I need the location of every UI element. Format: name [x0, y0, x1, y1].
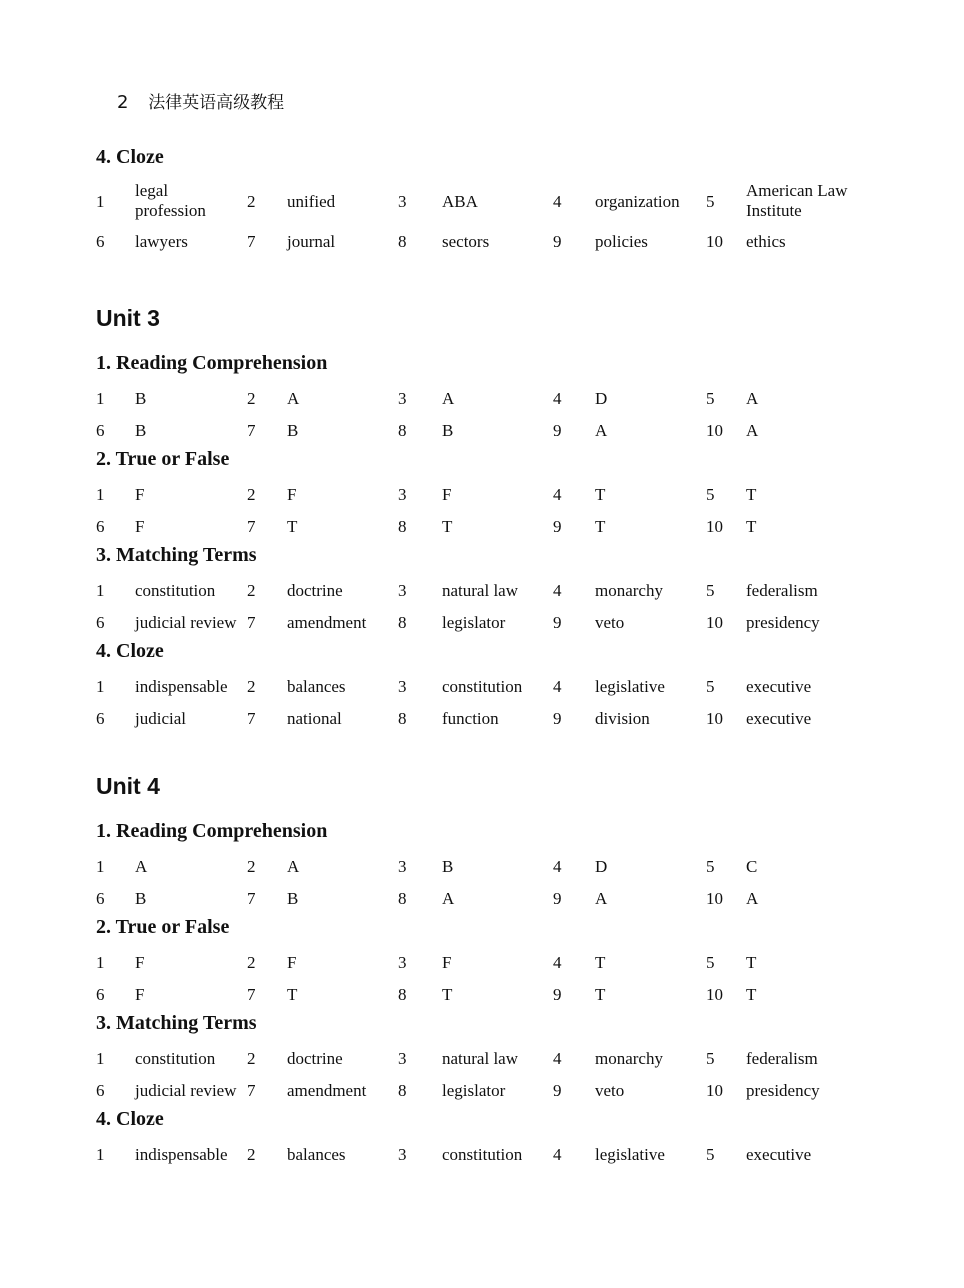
item-answer: ethics — [746, 232, 786, 251]
item-number: 1 — [96, 857, 105, 876]
item-number: 2 — [247, 389, 256, 408]
item-number: 6 — [96, 420, 105, 440]
item-answer: executive — [746, 1145, 812, 1164]
item-answer: F — [135, 953, 145, 972]
item-number: 2 — [247, 953, 256, 972]
item-number: 6 — [96, 232, 105, 251]
item-answer: balances — [287, 677, 346, 696]
item-answer: ABA — [442, 192, 478, 211]
item-answer: federalism — [746, 581, 818, 600]
item-answer: A — [595, 888, 608, 908]
item-number: 6 — [96, 612, 105, 632]
item-number: 7 — [247, 984, 256, 1004]
item-answer: policies — [595, 232, 648, 251]
item-number: 5 — [706, 953, 715, 972]
item-number: 8 — [398, 888, 407, 908]
item-answer: constitution — [135, 1049, 216, 1068]
item-answer: monarchy — [595, 1049, 663, 1068]
item-number: 1 — [96, 192, 105, 211]
item-number: 4 — [553, 1145, 562, 1164]
item-number: 2 — [247, 1049, 256, 1068]
item-number: 9 — [553, 888, 562, 908]
item-number: 10 — [706, 984, 723, 1004]
unit-title: Unit 3 — [96, 305, 160, 331]
item-number: 10 — [706, 232, 723, 251]
item-number: 5 — [706, 192, 715, 211]
item-answer: monarchy — [595, 581, 663, 600]
item-number: 7 — [247, 516, 256, 536]
item-number: 1 — [96, 1145, 105, 1164]
item-answer: doctrine — [287, 581, 343, 600]
item-number: 6 — [96, 1080, 105, 1100]
item-answer: B — [287, 420, 299, 440]
item-answer: T — [595, 485, 606, 504]
item-number: 4 — [553, 677, 562, 696]
item-number: 2 — [247, 857, 256, 876]
item-number: 9 — [553, 612, 562, 632]
item-answer: T — [287, 984, 298, 1004]
item-number: 6 — [96, 888, 105, 908]
item-answer: executive — [746, 677, 812, 696]
item-number: 10 — [706, 612, 723, 632]
item-number: 4 — [553, 192, 562, 211]
section-title: 1. Reading Comprehension — [96, 352, 328, 374]
item-answer: A — [746, 420, 759, 440]
answer-row — [0, 671, 964, 701]
section-title: 1. Reading Comprehension — [96, 820, 328, 842]
answer-row — [0, 851, 964, 881]
item-answer: division — [595, 708, 650, 728]
item-answer: judicial review — [135, 612, 237, 632]
item-number: 5 — [706, 1049, 715, 1068]
item-answer: organization — [595, 192, 680, 211]
page-number: 2 — [117, 92, 129, 113]
item-number: 5 — [706, 389, 715, 408]
item-answer: F — [135, 984, 145, 1004]
answer-row — [0, 181, 964, 220]
answer-row — [0, 575, 964, 605]
item-number: 6 — [96, 516, 105, 536]
item-answer: F — [442, 485, 452, 504]
item-answer: B — [442, 857, 454, 876]
section-title: 4. Cloze — [96, 1108, 164, 1130]
item-number: 1 — [96, 677, 105, 696]
item-answer: balances — [287, 1145, 346, 1164]
item-number: 5 — [706, 485, 715, 504]
item-answer: T — [442, 516, 453, 536]
item-number: 2 — [247, 1145, 256, 1164]
item-number: 7 — [247, 1080, 256, 1100]
item-number: 8 — [398, 708, 407, 728]
item-number: 1 — [96, 389, 105, 408]
item-number: 6 — [96, 708, 105, 728]
item-answer: indispensable — [135, 677, 228, 696]
item-answer: veto — [595, 1080, 625, 1100]
answer-row — [0, 703, 964, 733]
item-answer: F — [135, 516, 145, 536]
item-number: 4 — [553, 1049, 562, 1068]
item-number: 3 — [398, 485, 407, 504]
item-number: 4 — [553, 485, 562, 504]
item-answer: constitution — [442, 1145, 523, 1164]
item-answer: T — [746, 984, 757, 1004]
item-number: 8 — [398, 420, 407, 440]
item-number: 1 — [96, 1049, 105, 1068]
answer-row — [0, 383, 964, 413]
item-answer: T — [287, 516, 298, 536]
item-answer: B — [135, 888, 147, 908]
item-answer: amendment — [287, 612, 367, 632]
item-answer: lawyers — [135, 232, 188, 251]
item-number: 2 — [247, 677, 256, 696]
unit-title: Unit 4 — [96, 773, 160, 799]
item-answer: T — [746, 953, 757, 972]
item-number: 1 — [96, 485, 105, 504]
item-answer: A — [135, 857, 148, 876]
item-answer: A — [442, 389, 455, 408]
section-title: 4. Cloze — [96, 640, 164, 662]
item-number: 2 — [247, 581, 256, 600]
item-answer: American Law Institute — [746, 181, 848, 220]
item-number: 3 — [398, 1145, 407, 1164]
item-answer: legislator — [442, 612, 506, 632]
item-answer: judicial review — [135, 1080, 237, 1100]
page-header — [117, 88, 284, 113]
item-number: 7 — [247, 420, 256, 440]
answer-row — [0, 479, 964, 509]
section-title: 3. Matching Terms — [96, 544, 257, 566]
item-answer: T — [746, 485, 757, 504]
item-answer: natural law — [442, 581, 518, 600]
item-number: 10 — [706, 1080, 723, 1100]
item-answer: A — [595, 420, 608, 440]
item-number: 7 — [247, 708, 256, 728]
item-number: 9 — [553, 708, 562, 728]
item-answer: legislative — [595, 1145, 665, 1164]
item-number: 5 — [706, 581, 715, 600]
item-answer: A — [746, 888, 759, 908]
item-answer: A — [442, 888, 455, 908]
item-number: 8 — [398, 1080, 407, 1100]
item-answer: function — [442, 708, 499, 728]
item-number: 8 — [398, 984, 407, 1004]
item-number: 9 — [553, 1080, 562, 1100]
item-number: 5 — [706, 857, 715, 876]
item-number: 3 — [398, 389, 407, 408]
item-number: 9 — [553, 984, 562, 1004]
section-title: 4. Cloze — [96, 146, 164, 168]
section-title: 2. True or False — [96, 448, 230, 470]
item-answer: T — [442, 984, 453, 1004]
item-number: 3 — [398, 1049, 407, 1068]
answer-row — [0, 1075, 964, 1105]
item-number: 3 — [398, 953, 407, 972]
item-answer: F — [287, 953, 297, 972]
item-number: 5 — [706, 677, 715, 696]
item-answer: F — [442, 953, 452, 972]
item-number: 10 — [706, 888, 723, 908]
answer-row — [0, 947, 964, 977]
item-number: 8 — [398, 612, 407, 632]
item-number: 3 — [398, 677, 407, 696]
item-number: 8 — [398, 232, 407, 251]
item-answer: T — [746, 516, 757, 536]
item-answer: constitution — [135, 581, 216, 600]
answer-row — [0, 415, 964, 445]
item-answer: constitution — [442, 677, 523, 696]
item-number: 9 — [553, 420, 562, 440]
item-number: 2 — [247, 485, 256, 504]
item-answer: T — [595, 516, 606, 536]
item-answer: B — [287, 888, 299, 908]
item-number: 2 — [247, 192, 256, 211]
item-answer: amendment — [287, 1080, 367, 1100]
item-number: 4 — [553, 389, 562, 408]
item-answer: B — [135, 420, 147, 440]
item-number: 1 — [96, 953, 105, 972]
item-number: 7 — [247, 232, 256, 251]
item-number: 10 — [706, 516, 723, 536]
item-answer: doctrine — [287, 1049, 343, 1068]
item-answer: A — [287, 389, 300, 408]
item-number: 6 — [96, 984, 105, 1004]
answer-row — [0, 226, 964, 256]
item-answer: T — [595, 953, 606, 972]
item-number: 3 — [398, 581, 407, 600]
item-number: 9 — [553, 516, 562, 536]
item-answer: national — [287, 708, 342, 728]
item-answer: legislative — [595, 677, 665, 696]
item-answer: A — [746, 389, 759, 408]
item-answer: journal — [287, 232, 336, 251]
section-title: 2. True or False — [96, 916, 230, 938]
item-answer: A — [287, 857, 300, 876]
section-title: 3. Matching Terms — [96, 1012, 257, 1034]
item-answer: B — [442, 420, 454, 440]
item-answer: F — [287, 485, 297, 504]
item-answer: D — [595, 857, 608, 876]
item-answer: federalism — [746, 1049, 818, 1068]
item-number: 4 — [553, 857, 562, 876]
item-answer: sectors — [442, 232, 490, 251]
item-number: 3 — [398, 857, 407, 876]
item-answer: unified — [287, 192, 336, 211]
book-title: 法律英语高级教程 — [148, 93, 285, 113]
item-number: 10 — [706, 420, 723, 440]
item-number: 7 — [247, 888, 256, 908]
answer-row — [0, 511, 964, 541]
item-answer: F — [135, 485, 145, 504]
item-answer: legislator — [442, 1080, 506, 1100]
item-number: 1 — [96, 581, 105, 600]
item-number: 8 — [398, 516, 407, 536]
item-answer: natural law — [442, 1049, 518, 1068]
item-number: 7 — [247, 612, 256, 632]
item-answer: presidency — [746, 1080, 820, 1100]
answer-row — [0, 979, 964, 1009]
answer-row — [0, 1043, 964, 1073]
answer-row — [0, 607, 964, 637]
item-answer: B — [135, 389, 147, 408]
item-answer: executive — [746, 708, 812, 728]
item-number: 4 — [553, 581, 562, 600]
item-number: 5 — [706, 1145, 715, 1164]
item-number: 4 — [553, 953, 562, 972]
answer-row — [0, 1139, 964, 1169]
answer-row — [0, 883, 964, 913]
item-answer: presidency — [746, 612, 820, 632]
item-number: 9 — [553, 232, 562, 251]
item-answer: T — [595, 984, 606, 1004]
item-answer: legal profession — [135, 181, 206, 220]
item-answer: judicial — [135, 708, 186, 728]
item-number: 10 — [706, 708, 723, 728]
item-number: 3 — [398, 192, 407, 211]
item-answer: D — [595, 389, 608, 408]
item-answer: C — [746, 857, 758, 876]
item-answer: veto — [595, 612, 625, 632]
item-answer: indispensable — [135, 1145, 228, 1164]
